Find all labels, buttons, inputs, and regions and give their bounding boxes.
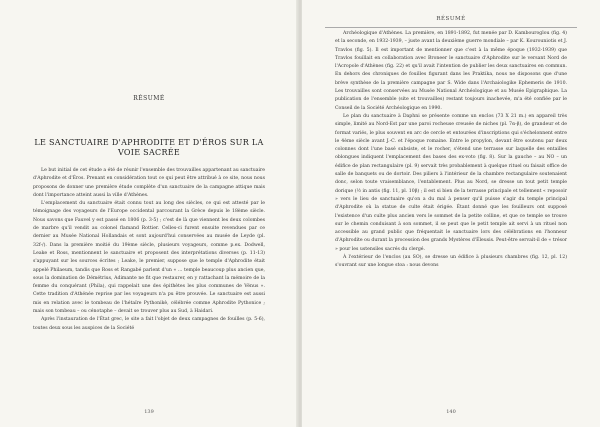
page-number: 140 <box>446 409 456 415</box>
paragraph: L'emplacement du sanctuaire était connu tout au long des siècles, ce qui est attesté par le témoignage des voyageurs de l'Europe occidental parcourant la Grèce depuis le 18ème siècle. Nous savons que Fauvel y est passé en 1806 (p. 3-5) ; c'est de là que viennent les deux colombes de marbre qu'il vendit au colonel flamand Rottier. Celles-ci furent ensuite revendues par ce dernier au Musée National Hollandais et sont aujourd'hui conservées au musée de Leyde (pl. 32f-/). Dans la première moitié du 19ème siècle, plusieurs voyageurs, comme p.ex. Dodwell, Leake et Ross, mentionnent le sanctuaire et proposent des interprétations diverses (p. 11-13) s'appuyant sur les sources écrites ; Leake, le premier, suppose que le temple d'Aphrodite était appelé Philaeum, tandis que Ross et Rangabé parlent d'un « ... temple beaucoup plus ancien que, sous la domination de Démétrius, Adimante ne fit que restaurer, en y rattachant la mémoire de la femme du conquérant (Phila), qui rappelait une des épithètes les plus communes de Vénus ». Cette tradition d'Athénée reprise par les voyageurs n'a pu être prouvée. Le sanctuaire est aussi mis en relation avec le tombeau de l'hétaïre Pythonikè, célébrée comme Aphrodite Pythonice ; mais son tombeau – ou cénotaphe – devait se trouver plus au Sud, à Haidari. <box>33 201 265 315</box>
paragraph: Archéologique d'Athènes. La première, en 1891-1892, fut menée par D. Kambouroglou (fig. 4) et la seconde, en 1932-1939, – juste avant la deuxième guerre mondiale – par K. Kourouniotis et J. Travlos (fig. 5). Il est important de mentionner que c'est à la même époque (1932-1939) que Travlos fouillait en collaboration avec Broneer le sanctuaire d'Aphrodite sur le versant Nord de l'Acropole d'Athènes (fig. 22) et qu'il avait l'intention de publier les deux sanctuaires en commun. En dehors des chroniques de fouilles figurant dans les Praktika, nous ne disposons que d'une brève synthèse de la première campagne par S. Wide dans l'Archaiologike Ephemeris de 1910. Les trouvailles sont conservées au Musée National Archéologique et au Musée Epigraphique. La publication de l'ensemble (site et trouvailles) restant toujours inachevée, m'a été confiée par le Conseil de la Société Archéologique en 1990. <box>335 31 567 111</box>
paragraph: À l'extérieur de l'enclos (au SO), se dresse un édifice à plusieurs chambres (fig. 12, pl. 12) s'ouvrant sur une longue stoa : nous devons <box>335 255 567 269</box>
running-head: RÉSUMÉ <box>436 16 466 22</box>
paragraph: Le but initial de cet étude a été de réunir l'ensemble des trouvailles appartenant au sanctuaire d'Aphrodite et d'Éros. Prenant en considération tout ce qui peut être attribué à ce site, nous nous proposons de donner une première étude complète d'un sanctuaire de la campagne attique mais dont l'importance atteint aussi la ville d'Athènes. <box>33 168 265 198</box>
left-body-text <box>33 167 265 333</box>
right-page <box>302 0 600 427</box>
paragraph: Après l'instauration de l'État grec, le site a fait l'objet de deux campagnes de fouilles (p. 5-6), toutes deux sous les auspices de la Société <box>33 317 265 331</box>
left-page <box>0 0 298 427</box>
section-label: RÉSUMÉ <box>133 95 165 102</box>
page-number: 139 <box>144 409 154 415</box>
header-rule <box>325 27 577 28</box>
article-title: LE SANCTUAIRE D'APHRODITE ET D'ÉROS SUR LA VOIE SACRÉE <box>34 138 264 157</box>
paragraph: Le plan du sanctuaire à Daphni se présente comme un enclos (73 X 21 m.) en appareil très simple, limité au Nord-Est par une paroi rocheuse creusée de niches (pl. 7α-β), de grandeur et de format variés, le plus souvent en arc de cercle et entourées d'inscriptions qui s'échelonnent entre le 4ème siècle avant J.-C. et l'époque romaine. Entre le propylon, devant être soutenu par deux colonnes dont l'une basé subsiste, et le rocher, s'étend une terrasse sur laquelle des entailles oblongues indiquent l'emplacement des bases des ex-voto (fig. 8). Sur la gauche – au NO – un édifice de plan rectangulaire (pl. 9) servait très probablement à quelque rituel ou faisait office de salle de banquets ou de dortoir. Des piliers à l'intérieur de la chambre rectangulaire soutenaient donc, selon toute vraisemblance, l'entablement. Plus au Nord, se dresse un tout petit temple dorique (½ in antis (fig. 11, pl. 10β) ; il est si bien de la terrasse principale et tellement « reposoir » vers le lieu de sanctuaire qu'on a du mal à penser qu'il puisse s'agir du temple principal d'Aphrodite où la statue de culte était érigée. Étant donné que les fouilleurs ont supposé l'existence d'un culte plus ancien vers le sommet de la petite colline, et que ce temple se trouve sur le chemin conduisant à son sommet, il se peut que le petit temple ait servi à un rituel non accessible au grand public que fréquentait le sanctuaire lors des célébrations en l'honneur d'Aphrodite ou durant la procession des grands Mystères d'Éleusis. Peut-être servait-il de « trésor » pour les ustensiles sacrés du clergé. <box>335 113 567 252</box>
right-body-text <box>335 30 567 271</box>
